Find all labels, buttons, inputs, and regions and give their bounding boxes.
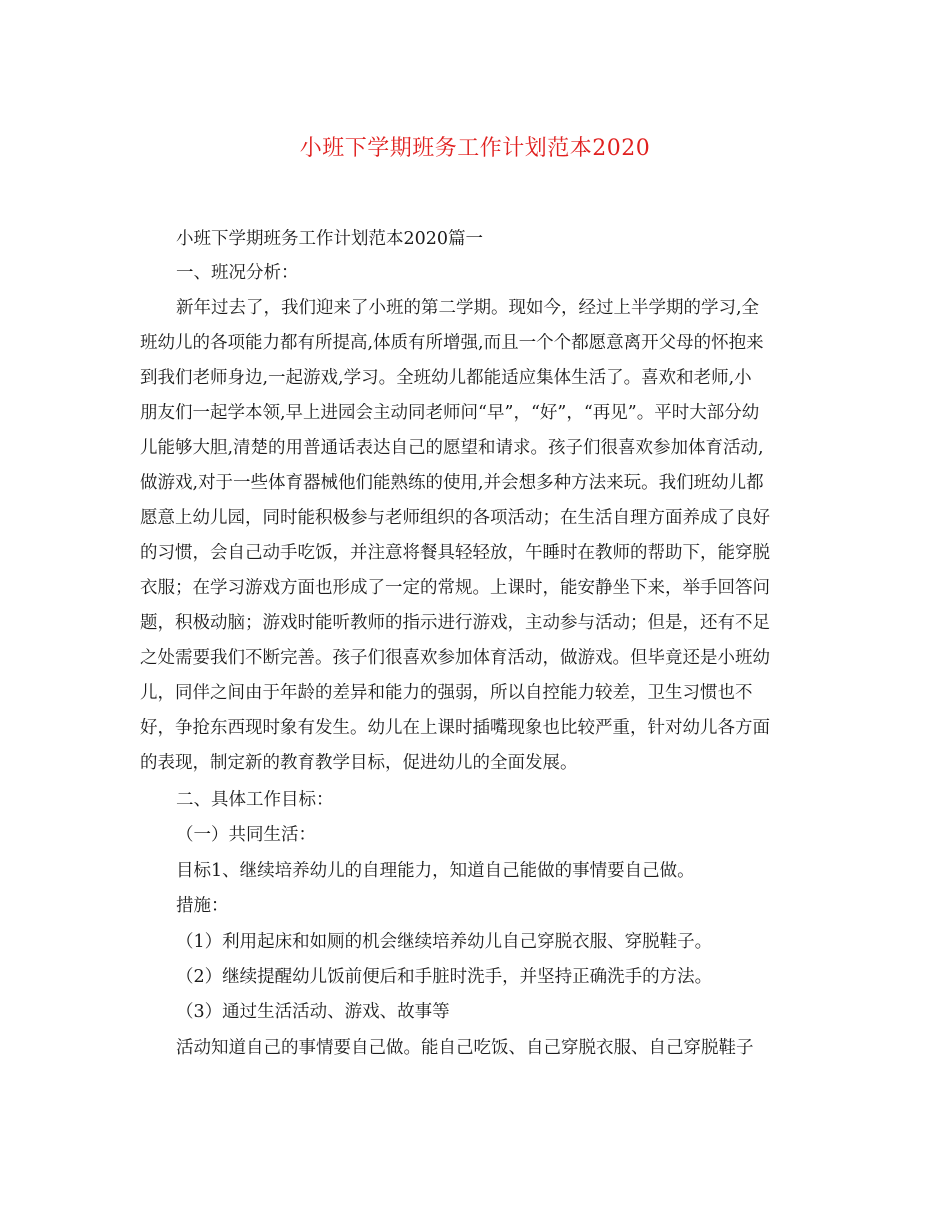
paragraph-line: 好，争抢东西现时象有发生。幼儿在上课时插嘴现象也比较严重，针对幼儿各方面 [140,718,770,738]
paragraph-line: 儿能够大胆,清楚的用普通话表达自己的愿望和请求。孩子们很喜欢参加体育活动, [140,438,764,458]
subsection-heading: （一）共同生活： [176,825,316,845]
goal-line: 目标1、继续培养幼儿的自理能力，知道自己能做的事情要自己做。 [176,861,695,881]
section-heading: 二、具体工作目标： [176,790,334,810]
paragraph-line: 儿，同伴之间由于年龄的差异和能力的强弱，所以自控能力较差，卫生习惯也不 [140,683,753,703]
paragraph-line: 班幼儿的各项能力都有所提高,体质有所增强,而且一个个都愿意离开父母的怀抱来 [140,333,764,353]
paragraph-line: 到我们老师身边,一起游戏,学习。全班幼儿都能适应集体生活了。喜欢和老师,小 [140,368,752,388]
paragraph-line: 衣服；在学习游戏方面也形成了一定的常规。上课时，能安静坐下来，举手回答问 [140,578,770,598]
paragraph-line: 做游戏,对于一些体育器械他们能熟练的使用,并会想多种方法来玩。我们班幼儿都 [140,473,764,493]
section-heading: 小班下学期班务工作计划范本2020篇一 [176,229,484,249]
measure-item: （3）通过生活活动、游戏、故事等 [176,1002,450,1022]
paragraph-line: 题，积极动脑；游戏时能听教师的指示进行游戏，主动参与活动；但是，还有不足 [140,613,770,633]
document-title: 小班下学期班务工作计划范本2020 [299,136,651,161]
paragraph-line: 之处需要我们不断完善。孩子们很喜欢参加体育活动，做游戏。但毕竟还是小班幼 [140,648,770,668]
paragraph-line: 新年过去了，我们迎来了小班的第二学期。现如今，经过上半学期的学习,全 [176,298,760,318]
paragraph-line: 的习惯，会自己动手吃饭，并注意将餐具轻轻放，午睡时在教师的帮助下，能穿脱 [140,543,770,563]
section-heading: 一、班况分析： [176,263,299,283]
paragraph-line: 朋友们一起学本领,早上进园会主动同老师问“早”，“好”，“再见”。平时大部分幼 [140,403,760,423]
paragraph-line: 愿意上幼儿园，同时能积极参与老师组织的各项活动；在生活自理方面养成了良好 [140,508,770,528]
measures-label: 措施： [176,896,229,916]
paragraph-line: 活动知道自己的事情要自己做。能自己吃饭、自己穿脱衣服、自己穿脱鞋子 [176,1038,754,1058]
measure-item: （1）利用起床和如厕的机会继续培养幼儿自己穿脱衣服、穿脱鞋子。 [176,932,713,952]
paragraph-line: 的表现，制定新的教育教学目标，促进幼儿的全面发展。 [140,753,578,773]
measure-item: （2）继续提醒幼儿饭前便后和手脏时洗手，并坚持正确洗手的方法。 [176,967,713,987]
